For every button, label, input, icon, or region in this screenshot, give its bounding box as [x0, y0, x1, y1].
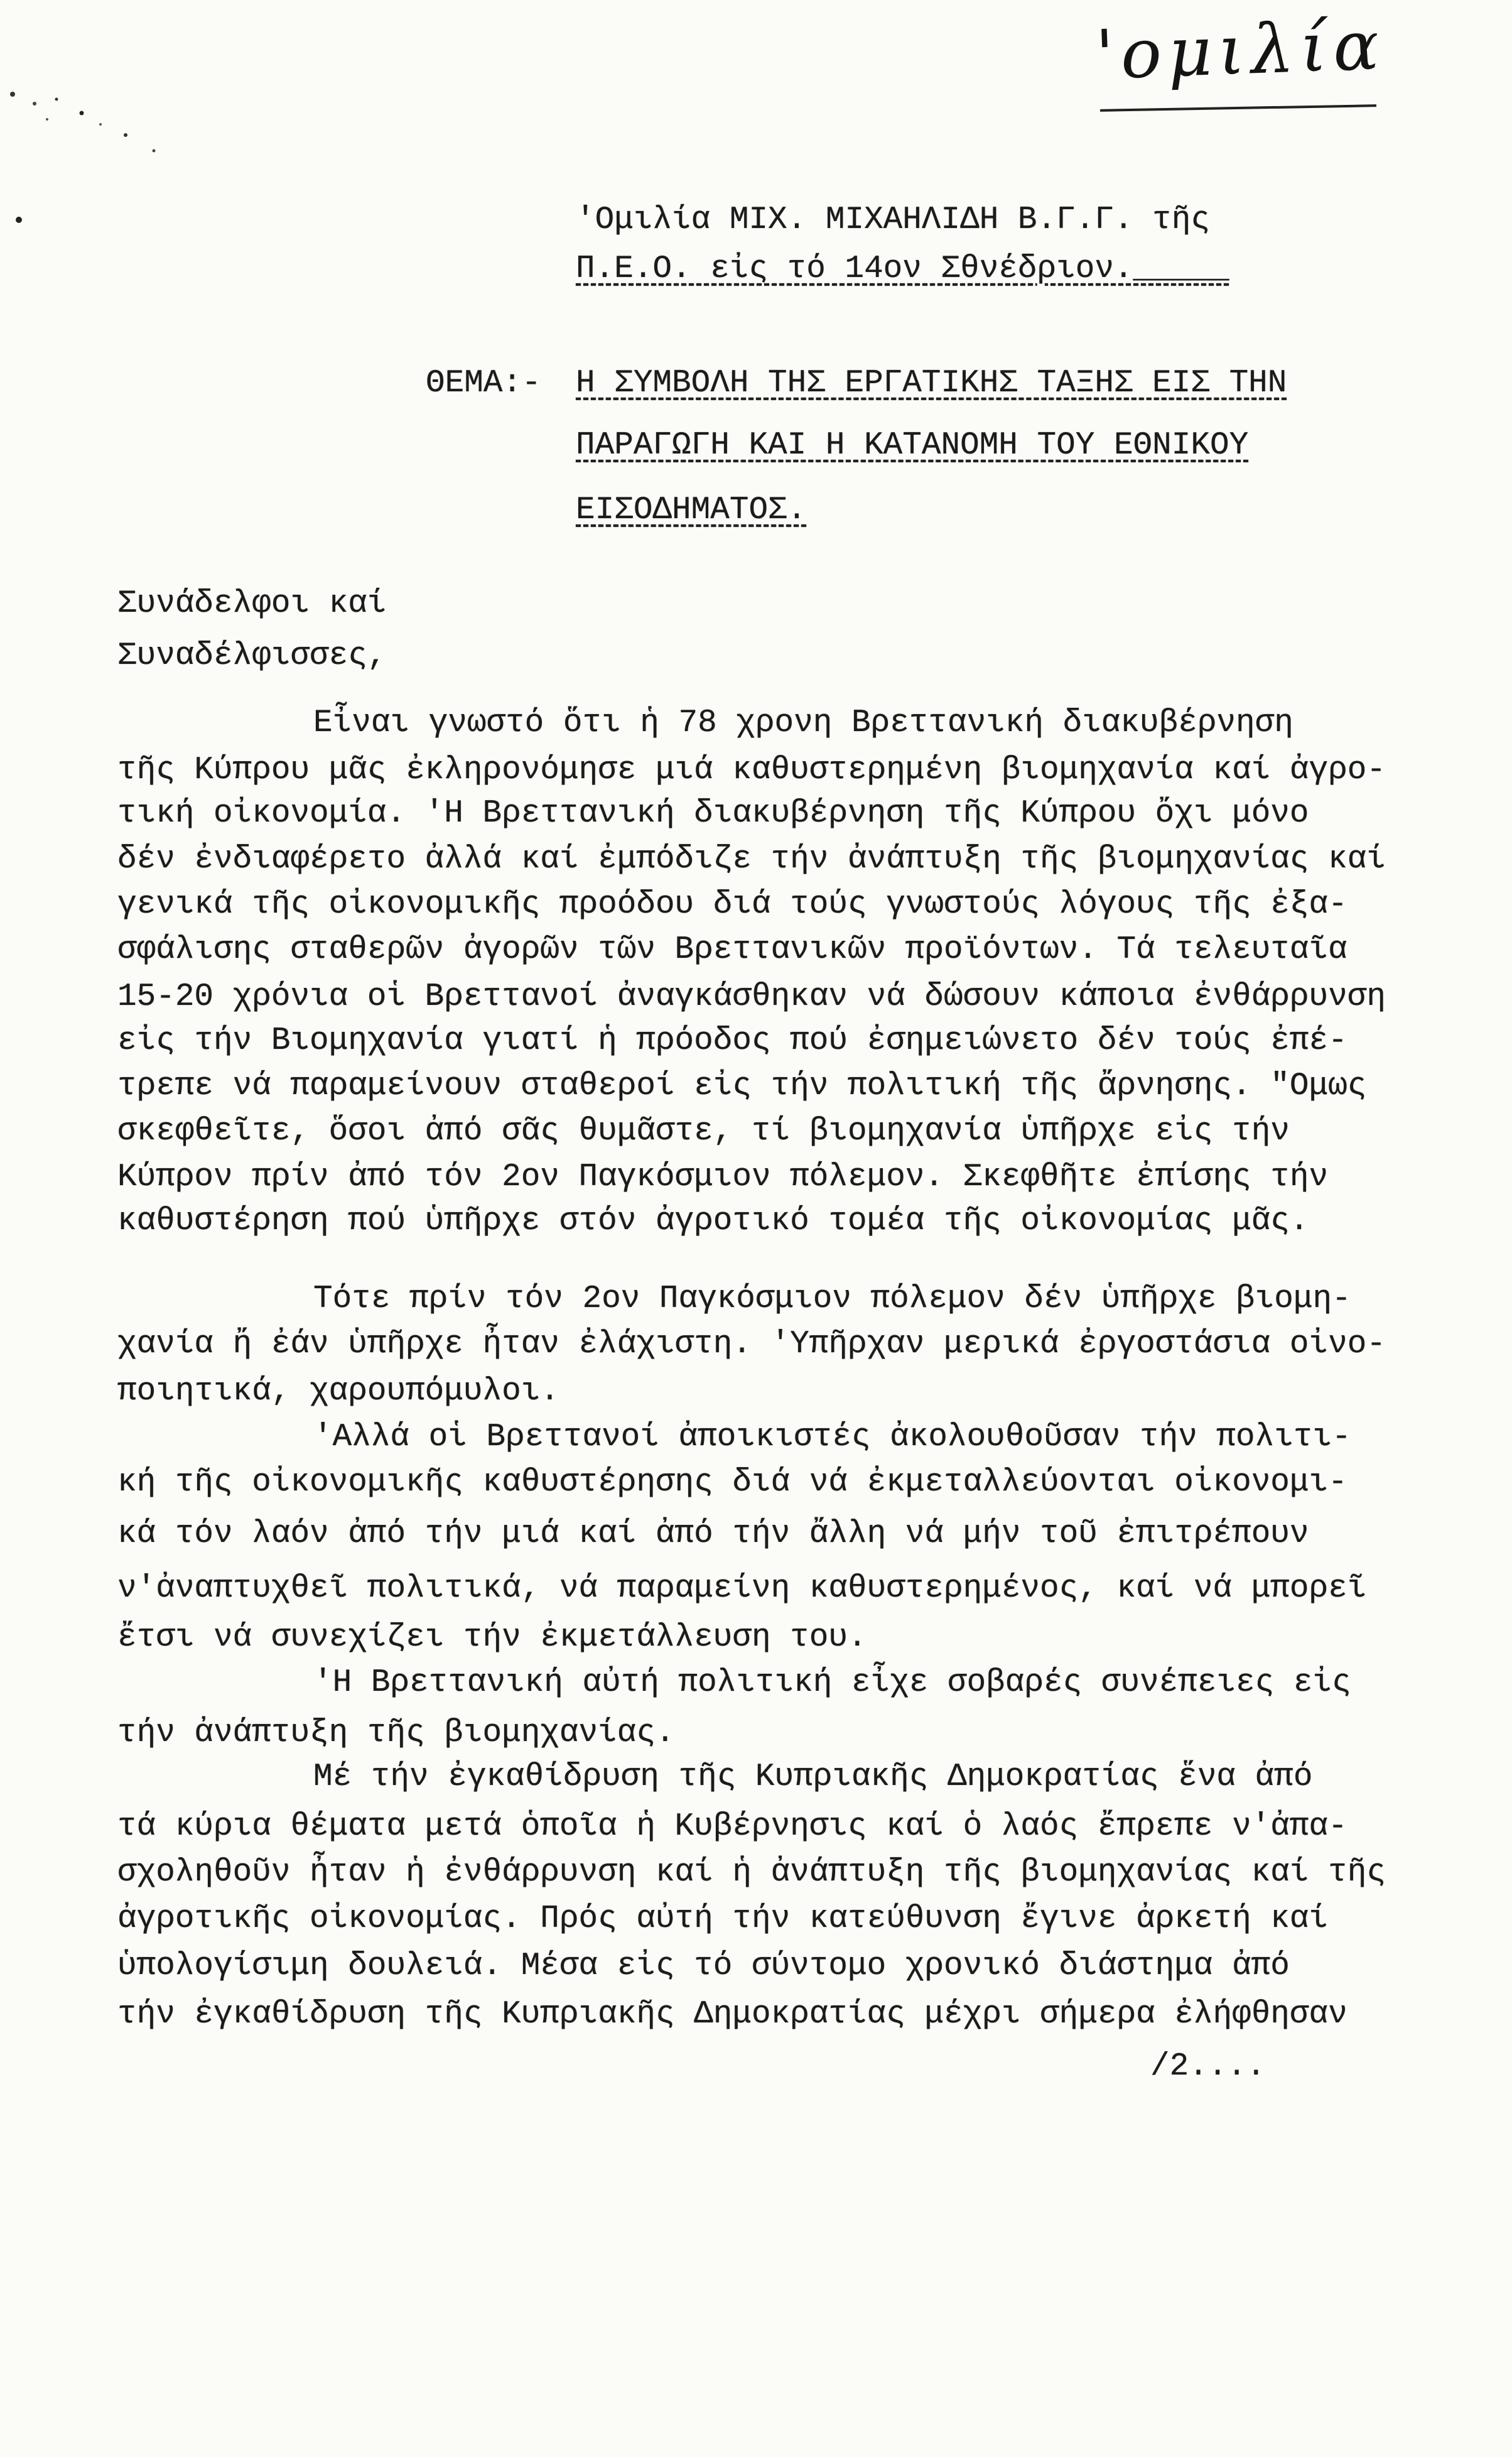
body-line: 'Αλλά οἱ Βρεττανοί ἀποικιστές ἀκολουθοῦσαν τήν πολιτι-	[313, 1419, 1351, 1455]
header-line-2: Π.Ε.Ο. εἰς τό 14ον Σθνέδριον._____	[576, 251, 1229, 287]
body-line: σχοληθοῦν ἦταν ἡ ἐνθάρρυνση καί ἡ ἀνάπτυξη τῆς βιομηχανίας καί τῆς	[117, 1855, 1386, 1890]
body-line: εἰς τήν Βιομηχανία γιατί ἡ πρόοδος πού ἐσημειώνετο δέν τούς ἐπέ-	[117, 1023, 1347, 1059]
scan-specks	[0, 75, 201, 239]
body-line: Μέ τήν ἐγκαθίδρυση τῆς Κυπριακῆς Δημοκρατίας ἕνα ἀπό	[313, 1759, 1313, 1795]
body-line: 'Η Βρεττανική αὐτή πολιτική εἶχε σοβαρές συνέπειες εἰς	[313, 1665, 1351, 1701]
body-line: τῆς Κύπρου μᾶς ἐκληρονόμησε μιά καθυστερημένη βιομηχανία καί ἀγρο-	[117, 752, 1386, 788]
salutation-line-2: Συναδέλφισσες,	[117, 638, 387, 674]
body-line: τήν ἐγκαθίδρυση τῆς Κυπριακῆς Δημοκρατίας μέχρι σήμερα ἐλήφθησαν	[117, 1997, 1347, 2032]
subject-line-1: Η ΣΥΜΒΟΛΗ ΤΗΣ ΕΡΓΑΤΙΚΗΣ ΤΑΞΗΣ ΕΙΣ ΤΗΝ	[576, 366, 1287, 401]
body-line: Κύπρον πρίν ἀπό τόν 2ον Παγκόσμιον πόλεμον. Σκεφθῆτε ἐπίσης τήν	[117, 1159, 1329, 1195]
subject-line-3: ΕΙΣΟΔΗΜΑΤΟΣ.	[576, 492, 807, 528]
body-line: Εἶναι γνωστό ὅτι ἡ 78 χρονη Βρεττανική διακυβέρνηση	[313, 705, 1293, 741]
body-line: χανία ἤ ἐάν ὑπῆρχε ἦταν ἐλάχιστη. 'Υπῆρχαν μερικά ἐργοστάσια οἰνο-	[117, 1326, 1386, 1362]
body-line: ποιητικά, χαρουπόμυλοι.	[117, 1374, 559, 1409]
salutation-line-1: Συνάδελφοι καί	[117, 586, 387, 622]
body-line: κά τόν λαόν ἀπό τήν μιά καί ἀπό τήν ἄλλη νά μήν τοῦ ἐπιτρέπουν	[117, 1516, 1309, 1552]
subject-line-2: ΠΑΡΑΓΩΓΗ ΚΑΙ Η ΚΑΤΑΝΟΜΗ ΤΟΥ ΕΘΝΙΚΟΥ	[576, 428, 1249, 464]
body-line: σφάλισης σταθερῶν ἀγορῶν τῶν Βρεττανικῶν προϊόντων. Τά τελευταῖα	[117, 932, 1347, 968]
body-line: κή τῆς οἰκονομικῆς καθυστέρησης διά νά ἐκμεταλλεύονται οἰκονομι-	[117, 1465, 1347, 1500]
body-line: Τότε πρίν τόν 2ον Παγκόσμιον πόλεμον δέν ὑπῆρχε βιομη-	[313, 1281, 1351, 1317]
handwritten-underline	[1100, 104, 1376, 112]
body-line: τήν ἀνάπτυξη τῆς βιομηχανίας.	[117, 1715, 675, 1751]
body-line: 15-20 χρόνια οἱ Βρεττανοί ἀναγκάσθηκαν νά δώσουν κάποια ἐνθάρρυνση	[117, 979, 1386, 1015]
body-line: τά κύρια θέματα μετά ὁποῖα ἡ Κυβέρνησις καί ὁ λαός ἔπρεπε ν'ἀπα-	[117, 1809, 1347, 1845]
body-line: γενικά τῆς οἰκονομικῆς προόδου διά τούς γνωστούς λόγους τῆς ἐξα-	[117, 887, 1347, 923]
body-line: ἀγροτικῆς οἰκονομίας. Πρός αὐτή τήν κατεύθυνση ἔγινε ἀρκετή καί	[117, 1901, 1329, 1937]
body-line: καθυστέρηση πού ὑπῆρχε στόν ἀγροτικό τομέα τῆς οἰκονομίας μᾶς.	[117, 1203, 1309, 1239]
header-line-1: 'Ομιλία ΜΙΧ. ΜΙΧΑΗΛΙΔΗ Β.Γ.Γ. τῆς	[576, 202, 1210, 238]
body-line: δέν ἐνδιαφέρετο ἀλλά καί ἐμπόδιζε τήν ἀνάπτυξη τῆς βιομηχανίας καί	[117, 842, 1386, 877]
body-line: ν'ἀναπτυχθεῖ πολιτικά, νά παραμείνη καθυστερημένος, καί νά μπορεῖ	[117, 1571, 1367, 1607]
body-line: ἔτσι νά συνεχίζει τήν ἐκμετάλλευση του.	[117, 1620, 867, 1656]
body-line: τρεπε νά παραμείνουν σταθεροί εἰς τήν πολιτική τῆς ἄρνησης. "Ομως	[117, 1068, 1367, 1104]
subject-label: ΘΕΜΑ:-	[426, 366, 541, 401]
page-marker: /2....	[1150, 2049, 1266, 2085]
body-line: τική οἰκονομία. 'Η Βρεττανική διακυβέρνηση τῆς Κύπρου ὄχι μόνο	[117, 796, 1309, 832]
handwritten-note: 'ομιλία	[1094, 6, 1387, 95]
body-line: ὑπολογίσιμη δουλειά. Μέσα εἰς τό σύντομο χρονικό διάστημα ἀπό	[117, 1948, 1290, 1984]
body-line: σκεφθεῖτε, ὅσοι ἀπό σᾶς θυμᾶστε, τί βιομηχανία ὑπῆρχε εἰς τήν	[117, 1114, 1290, 1149]
